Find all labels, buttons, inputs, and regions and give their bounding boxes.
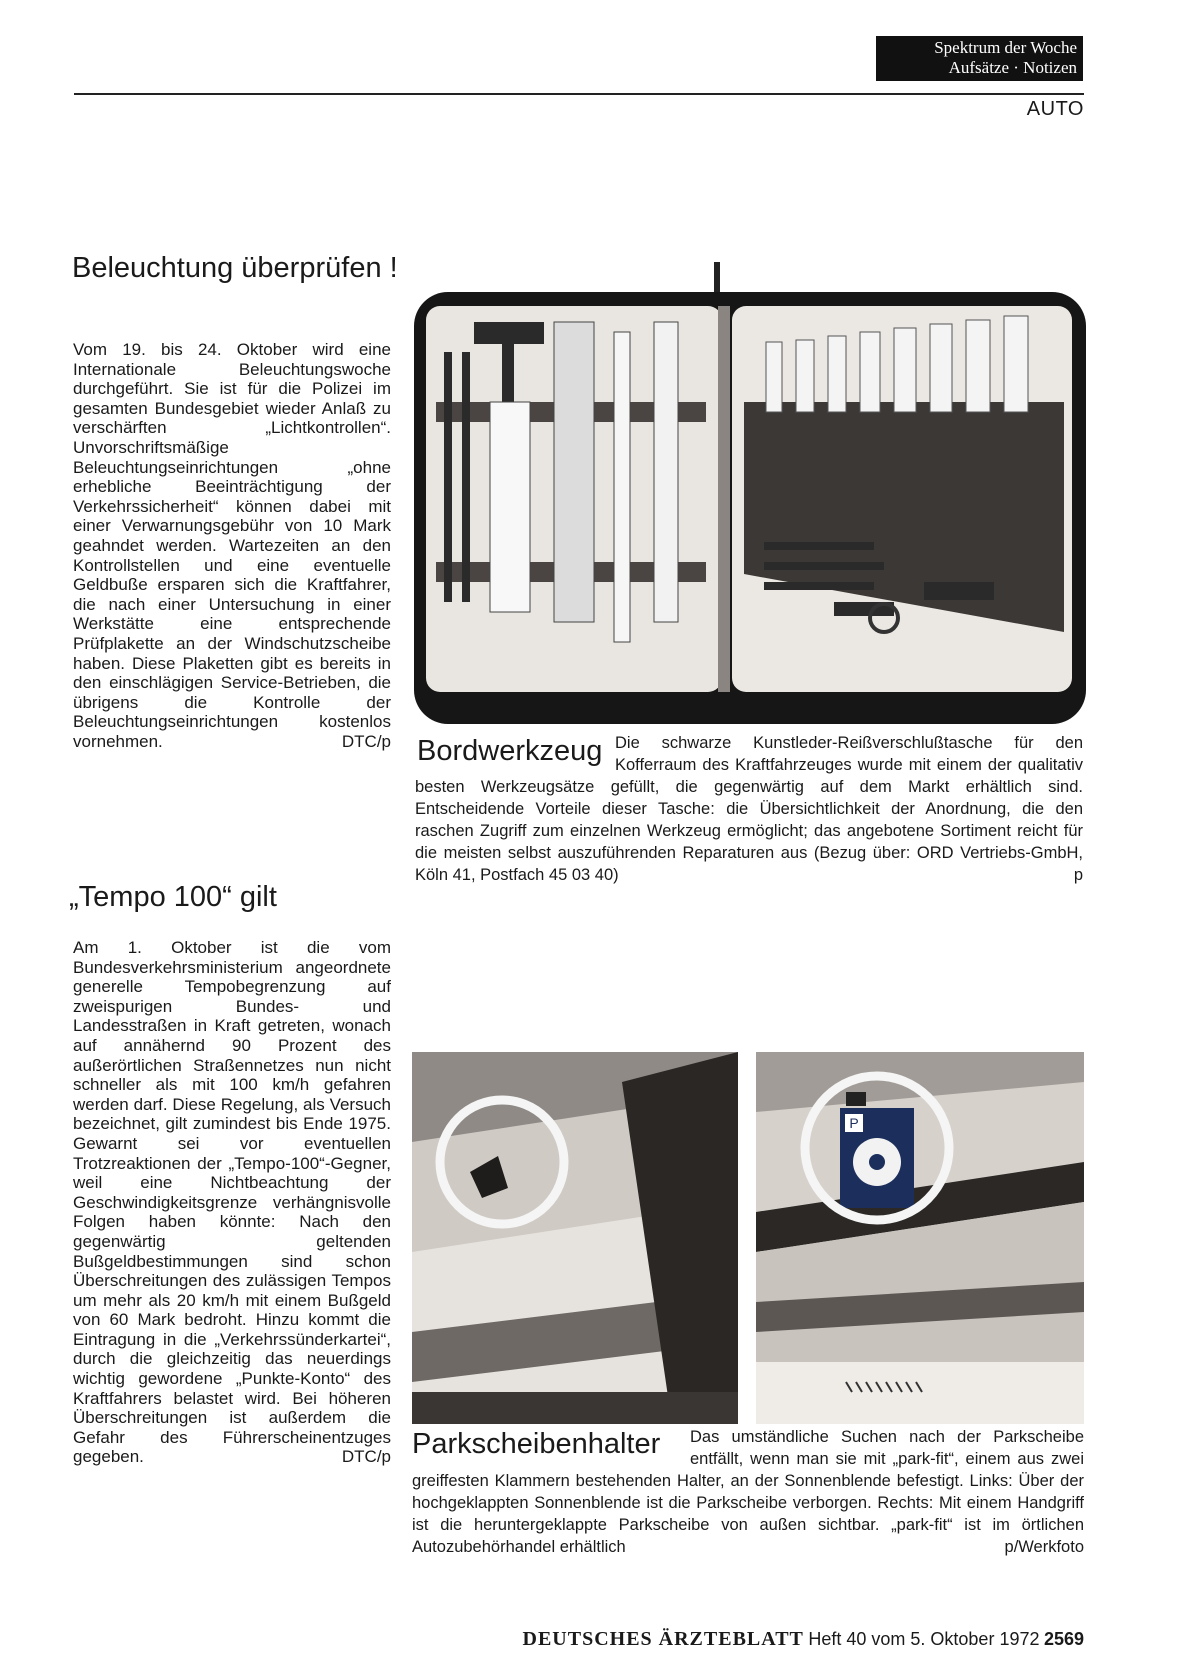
footer-issue: Heft 40 vom 5. Oktober 1972 <box>808 1629 1040 1649</box>
caption-signature: p <box>1073 866 1083 884</box>
article-title-beleuchtung: Beleuchtung überprüfen ! <box>72 252 398 284</box>
article-text: Vom 19. bis 24. Oktober wird eine Internationale Beleuchtungswoche durchgeführt. Sie ist für die Polizei im gesamten Bundesgebiet wieder Anlaß zu verschärften „Lichtkontrollen“. Unvorschriftsmäßige Beleuchtungseinrichtungen „ohne erhebliche Beeinträchtigung der Verkehrssicherheit“ können dabei mit einer Verwarnungsgebühr von 10 Mark geahndet werden. Wartezeiten an den Kontrollstellen und eine eventuelle Geldbuße ersparen sich die Kraftfahrer, die nach einer Untersuchung in einer Werkstätte eine entsprechende Prüfplakette an der Windschutzscheibe haben. Diese Plaketten gibt es bereits in den einschlägigen Service-Betrieben, die übrigens die Kontrolle der Beleuchtungseinrichtungen kostenlos vornehmen. <box>73 340 391 751</box>
caption-text: Das umständliche Suchen nach der Parkscheibe entfällt, wenn man sie mit „park-fit“, einem aus zwei greiffesten Klammern bestehenden Halter, an der Sonnenblende befestigt. Links: Über der hochgeklappten Sonnenblende ist die Parkscheibe verborgen. Rechts: Mit einem Handgriff ist die heruntergeklappte Parkscheibe von außen sichtbar. „park-fit“ ist im örtlichen Autozubehörhandel erhältlich <box>412 1428 1084 1556</box>
caption-title-bordwerkzeug: Bordwerkzeug <box>417 735 603 767</box>
caption-title-parkscheibe: Parkscheibenhalter <box>412 1428 661 1460</box>
rubric-line-1: Spektrum der Woche <box>934 38 1077 57</box>
tool-bag-photo <box>414 262 1086 732</box>
article-signature: DTC/p <box>341 731 391 751</box>
rubric-line-2: Aufsätze · Notizen <box>948 58 1077 77</box>
footer-publication: DEUTSCHES ÄRZTEBLATT <box>522 1628 804 1650</box>
section-label: AUTO <box>1026 98 1084 120</box>
header-rule <box>74 93 1084 95</box>
page-footer <box>430 1628 1084 1651</box>
article-body-beleuchtung <box>73 340 391 751</box>
article-title-tempo: „Tempo 100“ gilt <box>69 881 277 913</box>
article-body-tempo <box>73 938 391 1467</box>
article-signature: DTC/p <box>341 1447 391 1467</box>
sun-visor-photo-left <box>412 1052 738 1424</box>
parking-sign-letter: P <box>849 1115 859 1131</box>
caption-text: Die schwarze Kunstleder-Reißverschlußtasche für den Kofferraum des Kraftfahrzeuges wurde mit einem der qualitativ besten Werkzeugsätze gefüllt, die gegenwärtig auf dem Markt erhältlich sind. Entscheidende Vorteile dieser Tasche: die Übersichtlichkeit der Anordnung, die den raschen Zugriff zum einzelnen Werkzeug ermöglicht; das angebotene Sortiment reicht für die meisten selbst auszuführenden Reparaturen aus (Bezug über: ORD Vertriebs-GmbH, Köln 41, Postfach 45 03 40) <box>415 734 1083 884</box>
caption-signature: p/Werkfoto <box>1004 1538 1084 1556</box>
article-text: Am 1. Oktober ist die vom Bundesverkehrsministerium angeordnete generelle Tempobegrenzung auf zweispurigen Bundes- und Landesstraßen in Kraft getreten, wonach auf annähernd 90 Prozent des außerörtlichen Straßennetzes nun nicht schneller als mit 100 km/h gefahren werden darf. Diese Regelung, als Versuch bezeichnet, gilt zumindest bis Ende 1975. Gewarnt sei vor eventuellen Trotzreaktionen der „Tempo-100“-Gegner, weil eine Nichtbeachtung der Geschwindigkeitsgrenze verhängnisvolle Folgen haben könnte: Nach den gegenwärtig geltenden Bußgeldbestimmungen sind schon Überschreitungen des zulässigen Tempos um mehr als 20 km/h mit einem Bußgeld von 60 Mark bedroht. Hinzu kommt die Eintragung in die „Verkehrssünderkartei“, durch die gleichzeitig das neuerdings wichtig gewordene „Punkte-Konto“ des Kraftfahrers belastet wird. Bei höheren Überschreitungen ist außerdem die Gefahr des Führerscheinentzuges gegeben. <box>73 938 391 1467</box>
rubric-box <box>876 36 1083 81</box>
parking-disc-photo-right <box>756 1052 1084 1424</box>
footer-page-number: 2569 <box>1043 1629 1084 1649</box>
